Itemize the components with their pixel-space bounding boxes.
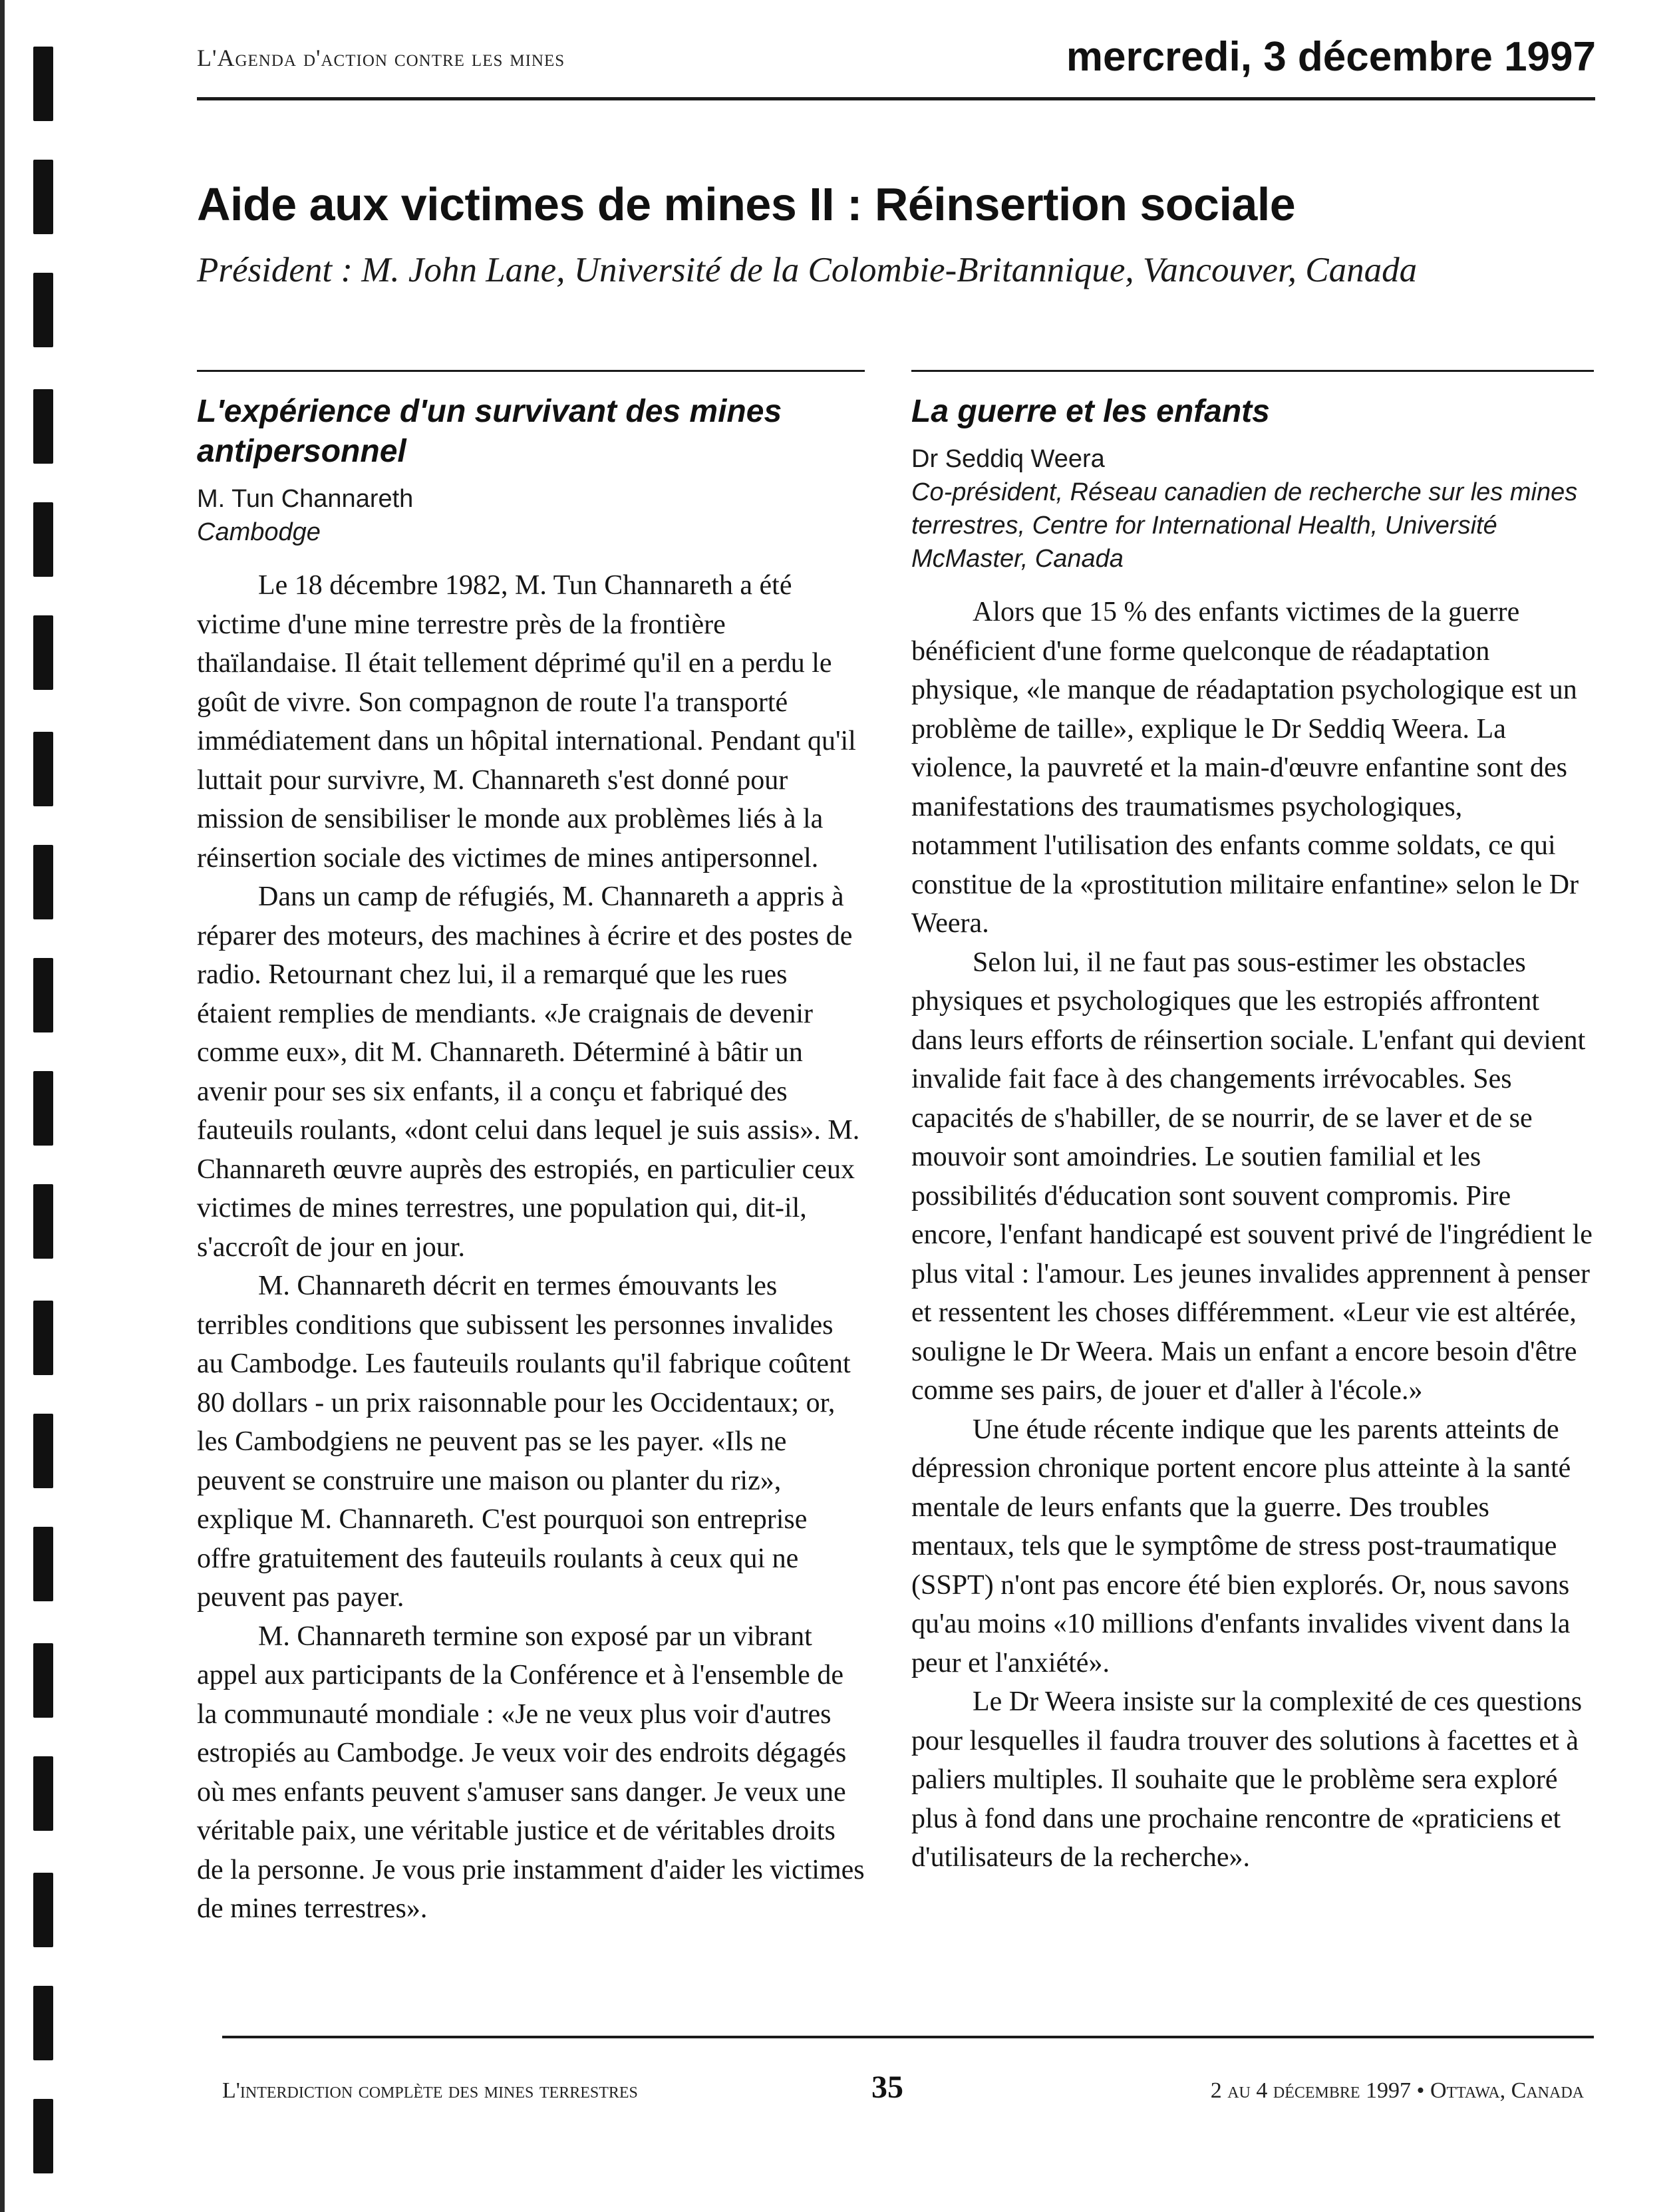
binding-mark xyxy=(33,845,53,919)
binding-mark xyxy=(33,1184,53,1259)
binding-mark xyxy=(33,1643,53,1718)
publication-name: L'Agenda d'action contre les mines xyxy=(197,45,565,71)
binding-mark xyxy=(33,1756,53,1831)
binding-mark xyxy=(33,1301,53,1375)
binding-mark xyxy=(33,615,53,690)
article-title: L'expérience d'un survivant des mines antipersonnel xyxy=(197,394,782,469)
session-title: Aide aux victimes de mines II : Réinsertion sociale xyxy=(197,178,1296,230)
column-rule xyxy=(197,370,865,372)
binding-mark xyxy=(33,732,53,806)
paragraph: Le 18 décembre 1982, M. Tun Channareth a été victime d'une mine terrestre près de la frontière thaïlandaise. Il était tellement déprimé qu'il en a perdu le goût de vivre. Son compagnon de route l'a transporté immédiatement dans un hôpital international. Pendant qu'il luttait pour survivre, M. Channareth s'est donné pour mission de sensibiliser le monde aux problèmes liés à la réinsertion sociale des victimes de mines antipersonnel. xyxy=(197,570,856,873)
article-body xyxy=(911,593,1594,1877)
author-name: M. Tun Channareth xyxy=(197,485,414,513)
article-left xyxy=(197,370,865,1929)
session-chair: Président : M. John Lane, Université de la Colombie-Britannique, Vancouver, Canada xyxy=(197,251,1418,289)
binding-mark xyxy=(33,273,53,347)
author-affiliation: Co-président, Réseau canadien de recherche sur les mines terrestres, Centre for International Health, Université McMaster, Canada xyxy=(911,478,1578,573)
paragraph: Une étude récente indique que les parents atteints de dépression chronique portent encore plus atteinte à la santé mentale de leurs enfants que la guerre. Des troubles mentaux, tels que le symptôme de stress post-traumatique (SSPT) n'ont pas encore été bien explorés. Or, nous savons qu'au moins «10 millions d'enfants invalides vivent dans la peur et l'anxiété». xyxy=(911,1414,1571,1678)
author-affiliation: Cambodge xyxy=(197,518,321,546)
header-date: mercredi, 3 décembre 1997 xyxy=(1066,34,1596,80)
binding-mark xyxy=(33,502,53,577)
paragraph: Le Dr Weera insiste sur la complexité de ces questions pour lesquelles il faudra trouver des solutions à facettes et à paliers multiples. Il souhaite que le problème sera exploré plus à fond dans une prochaine rencontre de «praticiens et d'utilisateurs de la recherche». xyxy=(911,1686,1583,1873)
paragraph: M. Channareth termine son exposé par un vibrant appel aux participants de la Conférence et à l'ensemble de la communauté mondiale : «Je ne veux plus voir d'autres estropiés au Cambodge. Je veux voir des endroits dégagés où mes enfants peuvent s'amuser sans danger. Je veux une véritable paix, une véritable justice et de véritables droits de la personne. Je vous prie instamment d'aider les victimes de mines terrestres». xyxy=(197,1621,865,1924)
binding-mark xyxy=(33,1873,53,1947)
footer-event: 2 au 4 décembre 1997 • Ottawa, Canada xyxy=(1210,2078,1584,2103)
binding-mark xyxy=(33,1527,53,1601)
article-body xyxy=(197,566,865,1929)
article-title: La guerre et les enfants xyxy=(911,394,1270,429)
binding-mark xyxy=(33,1071,53,1146)
binding-mark xyxy=(33,958,53,1032)
footer-publication: L'interdiction complète des mines terrestres xyxy=(222,2078,638,2103)
paragraph: Alors que 15 % des enfants victimes de la guerre bénéficient d'une forme quelconque de réadaptation physique, «le manque de réadaptation psychologique est un problème de taille», explique le Dr Seddiq Weera. La violence, la pauvreté et la main-d'œuvre enfantine sont des manifestations des traumatismes psychologiques, notamment l'utilisation des enfants comme soldats, ce qui constitue de la «prostitution militaire enfantine» selon le Dr Weera. xyxy=(911,597,1579,939)
binding-mark xyxy=(33,2099,53,2173)
binding-mark xyxy=(33,389,53,464)
paragraph: Selon lui, il ne faut pas sous-estimer les obstacles physiques et psychologiques que les estropiés affrontent dans leurs efforts de réinsertion sociale. L'enfant qui devient invalide fait face à des changements irrévocables. Ses capacités de s'habiller, de se nourrir, de se laver et de se mouvoir sont amoindries. Le soutien familial et les possibilités d'éducation sont souvent compromis. Pire encore, l'enfant handicapé est souvent privé de l'ingrédient le plus vital : l'amour. Les jeunes invalides apprennent à penser et ressentent les choses différemment. «Leur vie est altérée, souligne le Dr Weera. Mais un enfant a encore besoin d'être comme ses pairs, de jouer et d'aller à l'école.» xyxy=(911,947,1593,1406)
article-right xyxy=(911,370,1594,1877)
footer-rule xyxy=(222,2036,1594,2038)
binding-mark xyxy=(33,1414,53,1488)
author-name: Dr Seddiq Weera xyxy=(911,445,1105,473)
binding-mark xyxy=(33,1986,53,2060)
paragraph: Dans un camp de réfugiés, M. Channareth a appris à réparer des moteurs, des machines à écrire et des postes de radio. Retournant chez lui, il a remarqué que les rues étaient remplies de mendiants. «Je craignais de devenir comme eux», dit M. Channareth. Déterminé à bâtir un avenir pour ses six enfants, il a conçu et fabriqué des fauteuils roulants, «dont celui dans lequel je suis assis». M. Channareth œuvre auprès des estropiés, en particulier ceux victimes de mines terrestres, une population qui, dit-il, s'accroît de jour en jour. xyxy=(197,881,860,1263)
header-rule xyxy=(197,97,1595,100)
paragraph: M. Channareth décrit en termes émouvants les terribles conditions que subissent les personnes invalides au Cambodge. Les fauteuils roulants qu'il fabrique coûtent 80 dollars - un prix raisonnable pour les Occidentaux; or, les Cambodgiens ne peuvent pas se les payer. «Ils ne peuvent se construire une maison ou planter du riz», explique M. Channareth. C'est pourquoi son entreprise offre gratuitement des fauteuils roulants à ceux qui ne peuvent pas payer. xyxy=(197,1271,851,1613)
byline xyxy=(911,442,1594,575)
page-number: 35 xyxy=(871,2070,903,2105)
scan-edge xyxy=(0,0,5,2212)
column-rule xyxy=(911,370,1594,372)
byline xyxy=(197,482,865,549)
binding-mark xyxy=(33,160,53,234)
binding-mark xyxy=(33,47,53,121)
